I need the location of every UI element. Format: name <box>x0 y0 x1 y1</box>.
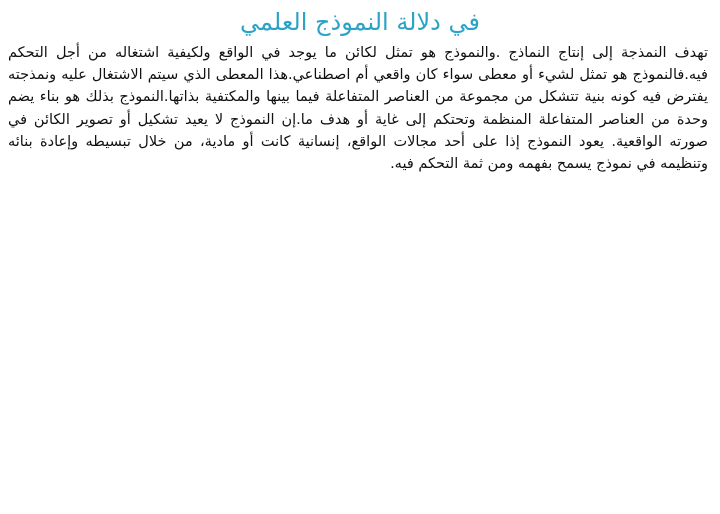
document-title: في دلالة النموذج العلمي <box>240 8 480 36</box>
body-paragraph: تهدف النمذجة إلى إنتاج النماذج .والنموذج هو تمثل لكائن ما يوجد في الواقع ولكيفية اشتغاله من أجل التحكم فيه.فالنموذج هو تمثل لشيء أو معطى سواء كان واقعي أم اصطناعي.هذا المعطى الذي سيتم الاشتغال عليه ونمذجته يفترض فيه كونه بنية تتشكل من مجموعة من العناصر المتفاعلة فيما بينها والمكتفية بذاتها.النموذج بذلك هو بناء يضم وحدة من العناصر المتفاعلة المنظمة وتحتكم إلى غاية أو هدف ما.إن النموذج لا يعيد تشكيل أو تصوير الكائن في صورته الواقعية. يعود النموذج إذا على أحد مجالات الواقع، إنسانية كانت أو مادية، من خلال تبسيطه وإعادة بنائه وتنظيمه في نموذج يسمح بفهمه ومن ثمة التحكم فيه. <box>8 45 708 173</box>
